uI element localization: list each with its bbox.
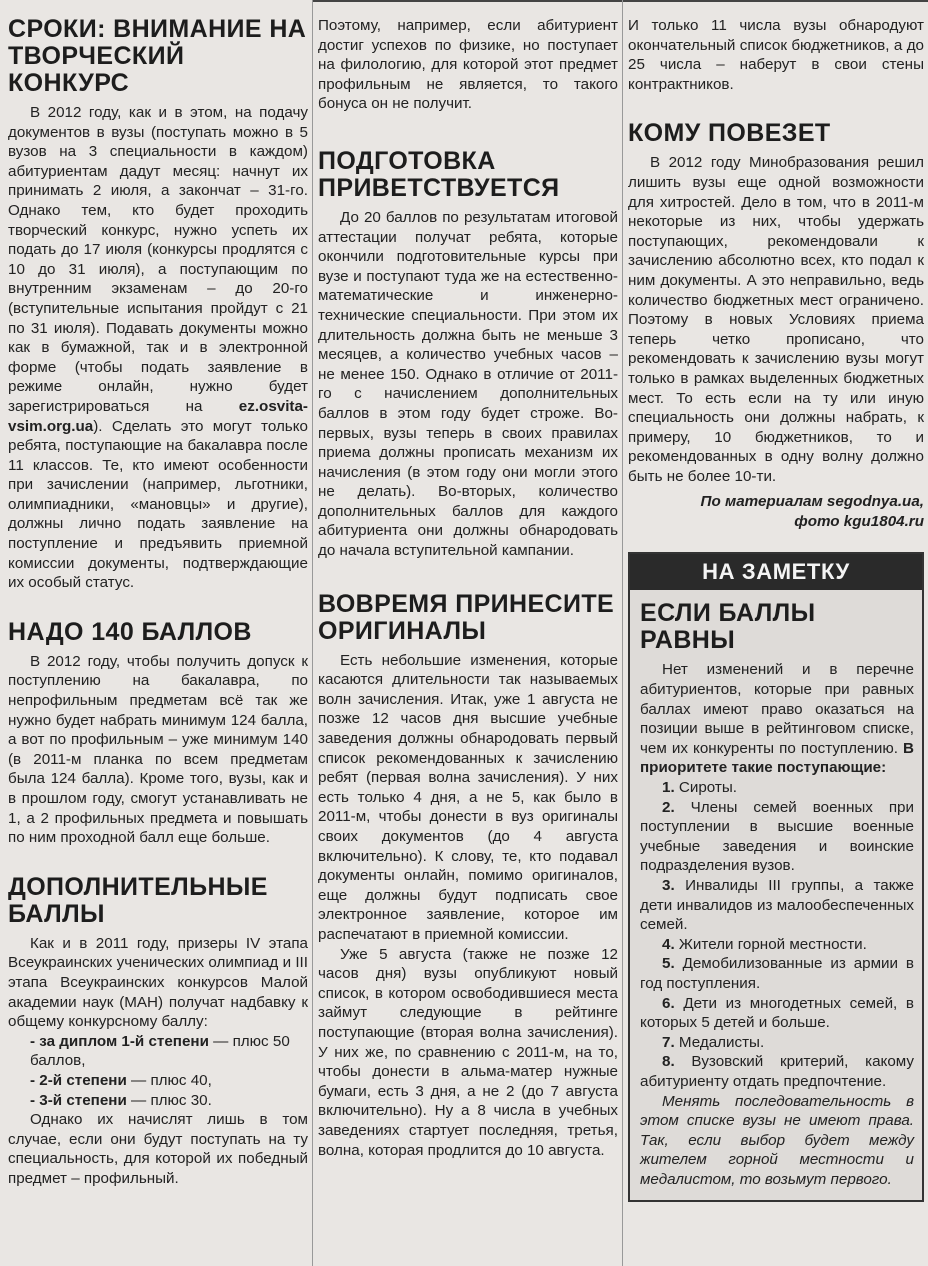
section-title-deadlines: СРОКИ: ВНИМАНИЕ НА ТВОРЧЕСКИЙ КОНКУРС	[8, 15, 307, 97]
list-item-bold: - 2-й степени	[30, 1071, 127, 1089]
paragraph: Однако их начислят лишь в том случае, если они будут поступать на ту специальность, для которой их победный предмет – профильный.	[8, 1111, 308, 1187]
paragraph-bold: В приоритете такие поступающие:	[640, 739, 914, 777]
note-box-footnote: Менять последовательность в этом списке вузы не имеют права. Так, если выбор будет между жителем горной местности и медалистом, то возьмут первого.	[640, 1092, 914, 1188]
priority-text: Жители горной местности.	[678, 935, 867, 953]
priority-number: 1.	[662, 779, 675, 797]
list-item	[8, 1071, 308, 1091]
priority-number: 8.	[662, 1053, 675, 1071]
column-divider	[622, 0, 623, 1266]
section-title-140-points: НАДО 140 БАЛЛОВ	[8, 617, 252, 646]
list-item-bold: - 3-й степени	[30, 1091, 127, 1109]
credit-photo: фото kgu1804.ru	[794, 513, 924, 531]
priority-text: Сироты.	[678, 779, 738, 797]
paragraph: Уже 5 августа (также не позже 12 часов дня) вузы опубликуют новый список, в котором освободившиеся места займут следующие в рейтинге поступающие (вторая волна зачисления). У них же, по сравнению с 2011-м, на то, чтобы донести в альма-матер нужные бумаги, есть 3 дня, а не 2 (до 7 августа включительно). Ну а 8 числа в учебных заведениях стартует последняя, третья, волна, которая продлится до 10 августа.	[318, 945, 618, 1159]
priority-list-item	[640, 954, 914, 993]
priority-list-item	[640, 994, 914, 1033]
priority-text: Инвалиды III группы, а также дети инвалидов из малообеспеченных семей.	[640, 877, 914, 934]
priority-number: 6.	[662, 994, 675, 1012]
section-title-extra-points: ДОПОЛНИТЕЛЬНЫЕ БАЛЛЫ	[8, 872, 268, 928]
list-item-text: — плюс 50 баллов,	[30, 1032, 290, 1070]
priority-list	[640, 778, 914, 1092]
section-title-originals: ВОВРЕМЯ ПРИНЕСИТЕ ОРИГИНАЛЫ	[318, 589, 615, 645]
priority-text: Демобилизованные из армии в год поступления.	[640, 955, 914, 992]
paragraph: Поэтому, например, если абитуриент достиг успехов по физике, но поступает на филологию, для которой этот предмет профильным не является, то такого бонуса он не получит.	[318, 17, 618, 113]
link-text: ez.osvita-vsim.org.ua	[8, 397, 308, 435]
paragraph: И только 11 числа вузы обнародуют окончательный список бюджетников, а до 25 числа – наберут в свои стены контрактников.	[628, 17, 924, 93]
note-box-body	[630, 590, 922, 1199]
list-item-text: — плюс 30.	[126, 1091, 212, 1109]
priority-number: 5.	[662, 955, 675, 973]
credit-source: По материалам segodnya.ua,	[700, 493, 924, 511]
note-box-header: НА ЗАМЕТКУ	[630, 554, 922, 590]
paragraph: Есть небольшие изменения, которые касаются длительности так называемых волн зачисления. Итак, уже 1 августа не позже 12 часов дня высшие учебные заведения должны обнародовать первый список рекомендованных к зачислению ребят (первая волна зачисления). У них есть только 4 дня, а не 5, как было в 2011-м, чтобы донести в вуз оригиналы своих документов (до 4 августа включительно). К слову, те, кто подавал документы онлайн, помимо оригиналов, еще должны будут подписать свое электронное заявление, которое им распечатают в приемной комиссии.	[318, 651, 618, 943]
column-3	[628, 0, 924, 1202]
priority-text: Медалисты.	[678, 1033, 765, 1051]
priority-text: Члены семей военных при поступлении в высшие военные учебные заведения и воинские подразделения вузов.	[640, 798, 914, 875]
paragraph-text: В 2012 году, как и в этом, на подачу документов в вузы (поступать можно в 5 вузов на 3 специальности в каждом) абитуриентам дадут месяц: начнут их принимать 2 июля, а закончат – 31-го. Однако тем, кто будет проходить творческий конкурс, нужно успеть их подать до 17 июля (конкурсы продлятся с 10 до 31 июля), а поступающим по внутренним экзаменам – до 20-го (вступительные испытания пройдут с 21 по 31 июля). Подавать документы можно как в бумажной, так и в электронной форме (чтобы подать заявление в режиме онлайн, нужно будет зарегистрироваться на	[8, 104, 308, 415]
paragraph	[640, 660, 914, 778]
list-item-text: — плюс 40,	[126, 1071, 212, 1089]
priority-text: Дети из многодетных семей, в которых 5 детей и больше.	[640, 994, 914, 1032]
priority-list-item	[640, 1033, 914, 1053]
priority-number: 3.	[662, 877, 675, 894]
section-title-preparation: ПОДГОТОВКА ПРИВЕТСТВУЕТСЯ	[318, 146, 560, 202]
paragraph-text: ). Сделать это могут только ребята, поступающие на бакалавра после 11 классов. Те, кто имеют особенности при зачислении (например, льготники, олимпиадники, «мановцы» и другие), должны лично подать заявление на поступление и предъявить приемной комиссии документы, подтверждающие их особый статус.	[8, 417, 308, 592]
priority-text: Вузовский критерий, какому абитуриенту отдать предпочтение.	[640, 1053, 914, 1090]
paragraph: До 20 баллов по результатам итоговой аттестации получат ребята, которые окончили подготовительные курсы при вузе и поступают туда же на естественно-математические и инженерно-технические специальности. При этом их длительность должна быть не меньше 3 месяцев, а количество учебных часов – не менее 150. Однако в отличие от 2011-го с начислением дополнительных баллов в этом году будет строже. Во-первых, вузы теперь в своих правилах приема должны прописать механизм их начисления (в этом году они могли этого не делать). Во-вторых, количество дополнительных баллов для каждого абитуриента они должны обнародовать до начала вступительной кампании.	[318, 208, 618, 560]
priority-number: 2.	[662, 798, 675, 816]
paragraph: Как и в 2011 году, призеры IV этапа Всеукраинских ученических олимпиад и III этапа Всеукраинских конкурсов Малой академии наук (МАН) получат надбавку к общему конкурсному баллу:	[8, 934, 308, 1031]
paragraph	[8, 103, 308, 593]
column-2	[318, 0, 618, 1160]
paragraph-text: Нет изменений и в перечне абитуриентов, которые при равных баллах имеют право оказаться на позиции выше в рейтинговом списке, чем их конкуренты по поступлению.	[640, 661, 914, 757]
note-box	[628, 552, 924, 1201]
priority-list-item	[640, 935, 914, 955]
column-divider	[312, 0, 313, 1266]
priority-list-item	[640, 798, 914, 876]
priority-list-item	[640, 1052, 914, 1091]
priority-list-item	[640, 778, 914, 798]
priority-list-item	[640, 876, 914, 935]
list-item	[8, 1032, 308, 1071]
priority-number: 4.	[662, 935, 675, 953]
column-1	[8, 0, 308, 1189]
section-title-lucky: КОМУ ПОВЕЗЕТ	[628, 119, 831, 148]
priority-number: 7.	[662, 1033, 675, 1051]
note-box-title: ЕСЛИ БАЛЛЫ РАВНЫ	[640, 599, 816, 655]
paragraph: В 2012 году Минобразования решил лишить вузы еще одной возможности для хитростей. Дело в том, что в 2011-м некоторые из них, чтобы удержать поступающих, рекомендовали к зачислению абсолютно всех, кто подал к ним документы. А это неправильно, ведь количество бюджетных мест ограничено. Поэтому в новых Условиях приема теперь четко прописано, что рекомендовать к зачислению вузы могут только в рамках выделенных бюджетных мест. То есть если на ту или иную специальность они должны набрать, к примеру, 10 бюджетников, то и рекомендованных в одну волну должно быть не более 10-ти.	[628, 154, 924, 485]
paragraph: В 2012 году, чтобы получить допуск к поступлению на бакалавра, по непрофильным предметам всё так же нужно будет набрать минимум 124 балла, а вот по профильным – уже минимум 140 (в 2011-м планка по всем предметам была 124 балла). Кроме того, вузы, как и в прошлом году, смогут устанавливать не 1, а 2 профильных предмета и повышать по ним проходной балл еще больше.	[8, 652, 308, 847]
list-item-bold: - за диплом 1-й степени	[30, 1032, 209, 1050]
list-item	[8, 1091, 308, 1111]
